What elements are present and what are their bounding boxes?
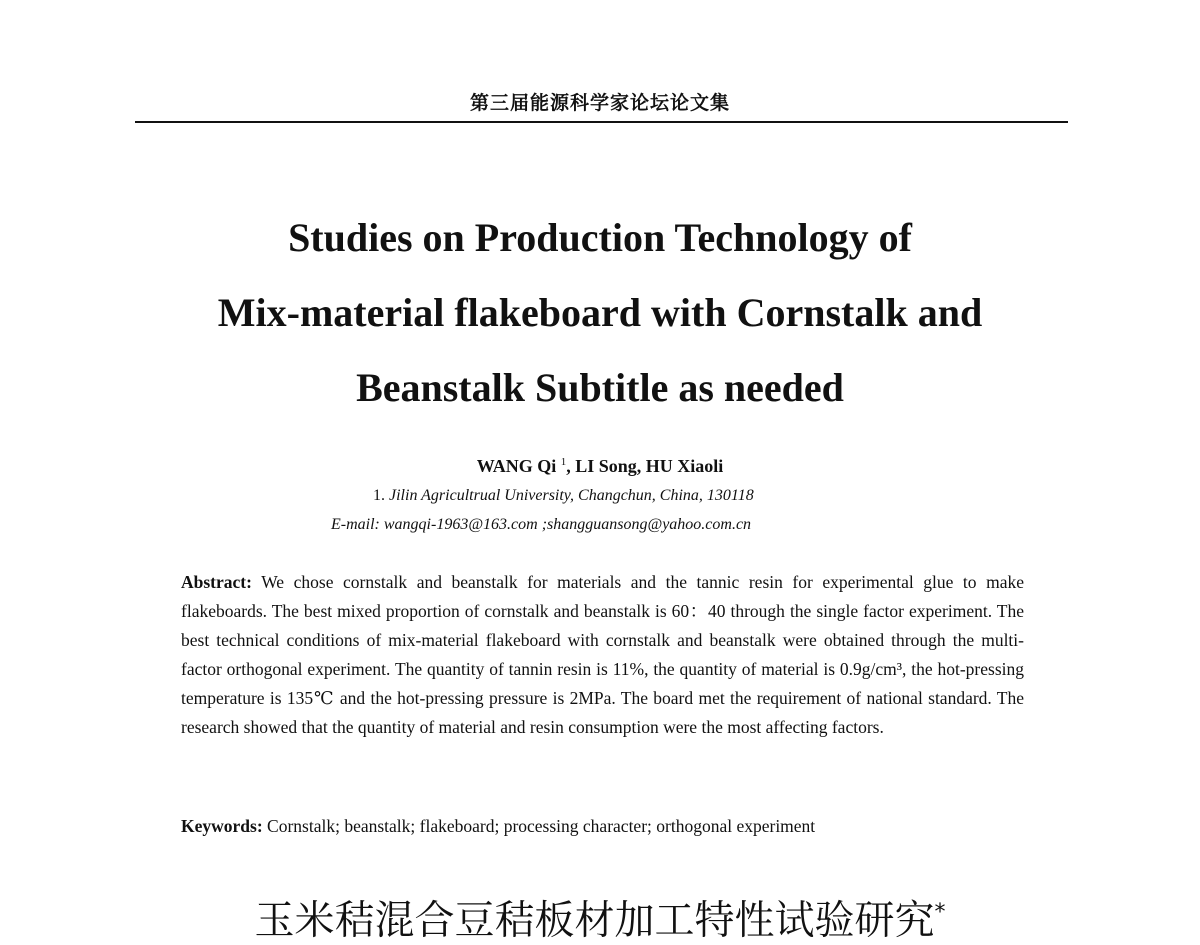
keywords-label: Keywords: (181, 816, 263, 836)
abstract-label: Abstract: (181, 572, 252, 592)
chinese-title-footnote-mark: * (934, 900, 946, 925)
abstract-text: We chose cornstalk and beanstalk for materials and the tannic resin for experimental glue to make flakeboards. The best mixed proportion of cornstalk and beanstalk is 60：40 through the single factor experiment. The best technical conditions of mix-material flakeboard with cornstalk and beanstalk were obtained through the multi-factor orthogonal experiment. The quantity of tannin resin is 11%, the quantity of material is 0.9g/cm³, the hot-pressing temperature is 135℃ and the hot-pressing pressure is 2MPa. The board met the requirement of national standard. The research showed that the quantity of material and resin consumption were the most affecting factors. (181, 572, 1024, 737)
author-rest: , LI Song, HU Xiaoli (566, 456, 724, 476)
title-line-1: Studies on Production Technology of (288, 215, 912, 260)
keywords-text: Cornstalk; beanstalk; flakeboard; processing character; orthogonal experiment (267, 816, 816, 836)
abstract (181, 568, 1024, 742)
header-rule (135, 121, 1068, 123)
chinese-title (0, 888, 1200, 945)
author-affiliation-mark: 1 (560, 456, 567, 468)
author-first: WANG Qi (476, 456, 557, 476)
keywords (181, 816, 815, 837)
running-header: 第三届能源科学家论坛论文集 (469, 92, 730, 114)
affiliation-number: 1. (373, 487, 385, 504)
email: E-mail: wangqi-1963@163.com ;shangguansong@yahoo.com.cn (331, 516, 752, 533)
title-line-2: Mix-material flakeboard with Cornstalk and (217, 290, 983, 335)
authors (0, 456, 1200, 477)
affiliation (373, 487, 754, 505)
title-line-3: Beanstalk Subtitle as needed (356, 365, 844, 410)
affiliation-text: Jilin Agricultrual University, Changchun, China, 130118 (389, 487, 754, 504)
chinese-title-text: 玉米秸混合豆秸板材加工特性试验研究 (254, 897, 935, 944)
